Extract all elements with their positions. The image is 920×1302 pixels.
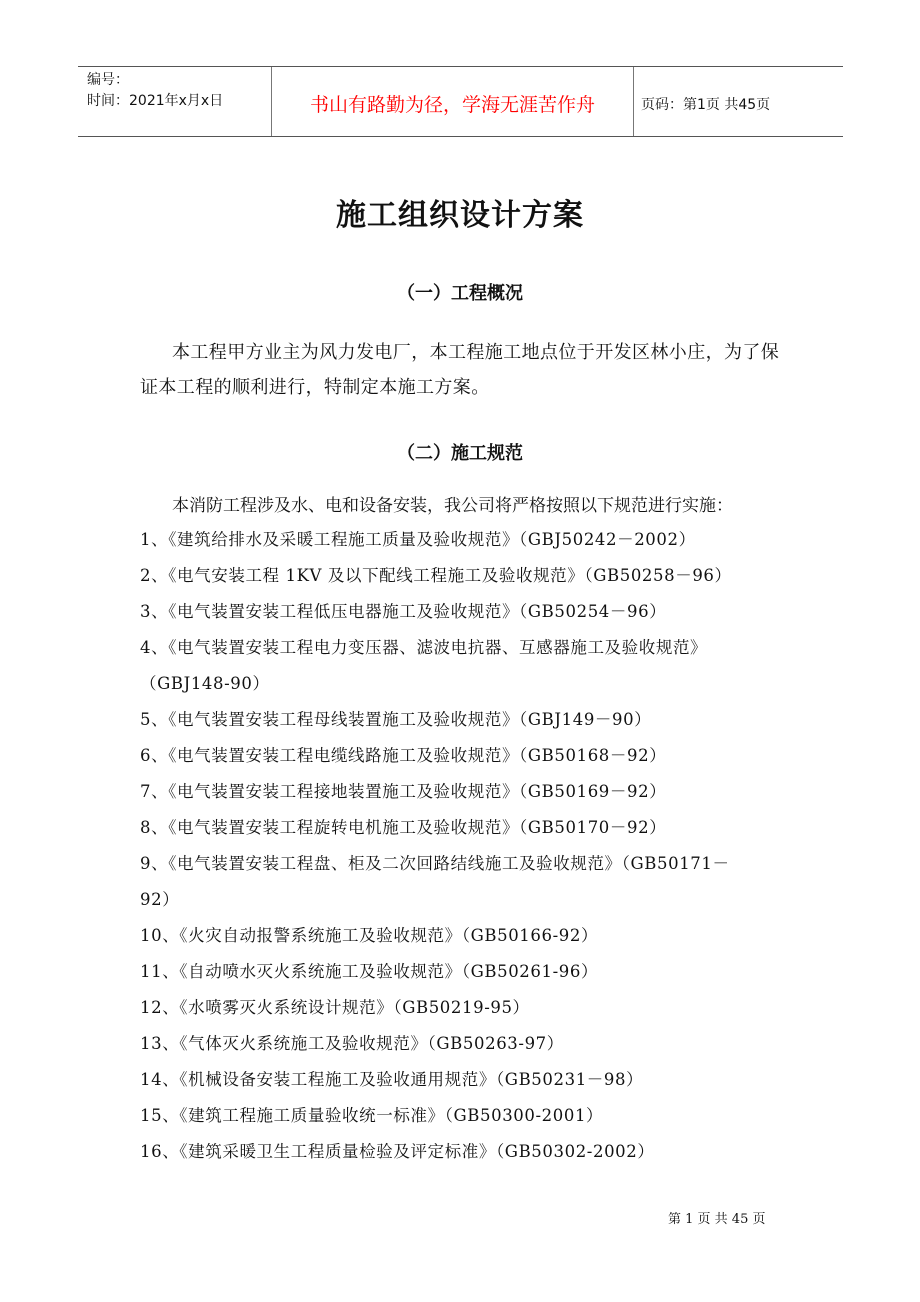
time-label: 时间：2021年x月x日 — [87, 93, 224, 109]
standard-list-item: 4、《电气装置安装工程电力变压器、滤波电抗器、互感器施工及验收规范》 — [140, 638, 708, 657]
standard-list-item: 11、《自动喷水灭火系统施工及验收规范》（GB50261-96） — [140, 962, 599, 981]
number-label: 编号： — [87, 72, 129, 88]
standard-list-item: 12、《水喷雾灭火系统设计规范》（GB50219-95） — [140, 998, 530, 1017]
header-table — [78, 66, 843, 137]
standard-list-item: 8、《电气装置安装工程旋转电机施工及验收规范》（GB50170－92） — [140, 818, 667, 837]
standard-list-item: 6、《电气装置安装工程电缆线路施工及验收规范》（GB50168－92） — [140, 746, 667, 765]
standards-list — [140, 522, 800, 1170]
standard-list-item: （GBJ148-90） — [140, 674, 270, 693]
standard-list-item: 2、《电气安装工程 1KV 及以下配线工程施工及验收规范》（GB50258－96） — [140, 566, 732, 585]
standards-lines — [140, 522, 800, 1170]
header-motto: 书山有路勤为径，学海无涯苦作舟 — [272, 67, 634, 136]
section-heading-overview: （一）工程概况 — [397, 283, 523, 304]
standard-list-item: 92） — [140, 890, 180, 909]
section-heading-standards: （二）施工规范 — [397, 443, 523, 464]
standard-list-item: 5、《电气装置安装工程母线装置施工及验收规范》（GBJ149－90） — [140, 710, 652, 729]
header-page-info: 页码：第1页 共45页 — [641, 96, 771, 113]
overview-paragraph: 本工程甲方业主为风力发电厂，本工程施工地点位于开发区林小庄，为了保证本工程的顺利进行，特制定本施工方案。 — [140, 342, 780, 398]
page-footer: 第 1 页 共 45 页 — [668, 1212, 766, 1227]
standard-list-item: 3、《电气装置安装工程低压电器施工及验收规范》（GB50254－96） — [140, 602, 667, 621]
standard-list-item: 1、《建筑给排水及采暖工程施工质量及验收规范》（GBJ50242－2002） — [140, 530, 696, 549]
standard-list-item: 16、《建筑采暖卫生工程质量检验及评定标准》（GB50302-2002） — [140, 1142, 655, 1161]
standards-intro: 本消防工程涉及水、电和设备安装，我公司将严格按照以下规范进行实施： — [172, 496, 733, 516]
standard-list-item: 13、《气体灭火系统施工及验收规范》（GB50263-97） — [140, 1034, 564, 1053]
standard-list-item: 7、《电气装置安装工程接地装置施工及验收规范》（GB50169－92） — [140, 782, 667, 801]
standard-list-item: 9、《电气装置安装工程盘、柜及二次回路结线施工及验收规范》（GB50171－ — [140, 854, 730, 873]
document-title: 施工组织设计方案 — [336, 198, 584, 233]
standard-list-item: 10、《火灾自动报警系统施工及验收规范》（GB50166-92） — [140, 926, 599, 945]
header-meta — [78, 67, 272, 136]
standard-list-item: 14、《机械设备安装工程施工及验收通用规范》（GB50231－98） — [140, 1070, 644, 1089]
standard-list-item: 15、《建筑工程施工质量验收统一标准》（GB50300-2001） — [140, 1106, 604, 1125]
